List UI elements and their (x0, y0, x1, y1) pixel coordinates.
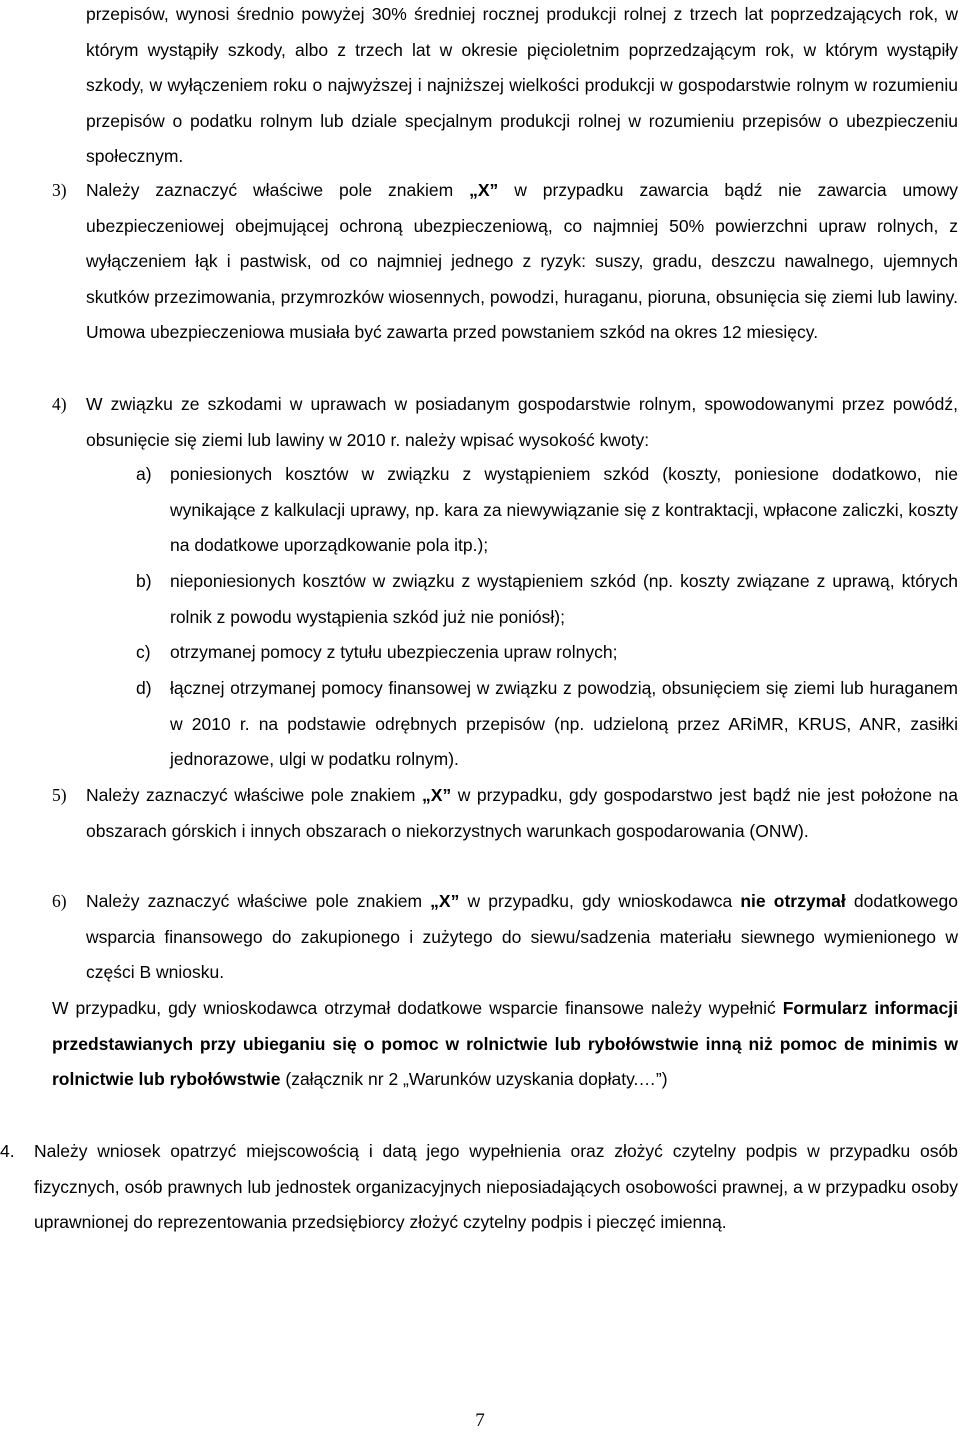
subitem-label-d: d) (136, 678, 152, 698)
item-number-3: 3) (52, 180, 67, 200)
section-4-paragraph: Należy wniosek opatrzyć miejscowością i datą jego wypełnienia oraz złożyć czytelny podpis w przypadku osób fizycznych, osób prawnych lub jednostek organizacyjnych nieposiadających osobowości prawnej, a w przypadku osoby uprawnionej do reprezentowania przedsiębiorcy złożyć czytelny podpis i pieczęć imienną. (34, 1141, 958, 1233)
item-6-text-end: dodatkowego wsparcia finansowego do zakupionego i zużytego do siewu/sadzenia materiału siewnego wymienionego w części B wniosku. (86, 891, 958, 983)
continuation-paragraph: przepisów, wynosi średnio powyżej 30% średniej rocznej produkcji rolnej z trzech lat poprzedzających rok, w którym wystąpiły szkody, albo z trzech lat w okresie pięcioletnim poprzedzającym rok, w którym wystąpiły szkody, w wyłączeniem roku o najwyższej i najniższej wielkości produkcji w gospodarstwie rolnym w rozumieniu przepisów o podatku rolnym lub dziale specjalnym produkcji rolnej w rozumieniu przepisów o ubezpieczeniu społecznym. (86, 4, 958, 167)
support-form-title: Formularz informacji przedstawianych przy ubieganiu się o pomoc w rolnictwie lub rybołówstwie inną niż pomoc de minimis w rolnictwie lub rybołówstwie (52, 998, 958, 1090)
item-number-6: 6) (52, 891, 67, 911)
item-4-paragraph: W związku ze szkodami w uprawach w posiadanym gospodarstwie rolnym, spowodowanymi przez powódź, obsunięcie się ziemi lub lawiny w 2010 r. należy wpisać wysokość kwoty: (86, 394, 958, 450)
item-5-text-start: Należy zaznaczyć właściwe pole znakiem (86, 785, 423, 805)
item-number-4: 4) (52, 394, 67, 414)
item-3-mark: „X” (469, 180, 499, 200)
section-4-label: 4. (0, 1141, 15, 1161)
subitem-label-b: b) (136, 571, 152, 591)
page-number: 7 (475, 1410, 485, 1431)
item-number-5: 5) (52, 785, 67, 805)
subitem-b-text: nieponiesionych kosztów w związku z wystąpieniem szkód (np. koszty związane z uprawą, których rolnik z powodu wystąpienia szkód już nie poniósł); (170, 571, 958, 627)
item-5-paragraph (86, 778, 958, 849)
item-3-text-end: w przypadku zawarcia bądź nie zawarcia umowy ubezpieczeniowej obejmującej ochroną ubezpieczeniową, co najmniej 50% powierzchni upraw rolnych, z wyłączeniem łąk i pastwisk, od co najmniej jednego z ryzyk: suszy, gradu, deszczu nawalnego, ujemnych skutków przezimowania, przymrozków wiosennych, powodzi, huraganu, pioruna, obsunięcia się ziemi lub lawiny. Umowa ubezpieczeniowa musiała być zawarta przed powstaniem szkód na okres 12 miesięcy. (86, 180, 958, 343)
support-text-start: W przypadku, gdy wnioskodawca otrzymał dodatkowe wsparcie finansowe należy wypełnić (52, 998, 783, 1018)
item-3-paragraph (86, 173, 958, 351)
item-6-text-middle: w przypadku, gdy wnioskodawca (459, 891, 741, 911)
item-3-text-start: Należy zaznaczyć właściwe pole znakiem (86, 180, 470, 200)
item-6-mark: „X” (430, 891, 460, 911)
item-5-text-end: w przypadku, gdy gospodarstwo jest bądź nie jest położone na obszarach górskich i innych obszarach o niekorzystnych warunkach gospodarowania (ONW). (86, 785, 958, 841)
item-6-bold-phrase: nie otrzymał (740, 891, 846, 911)
item-6-text-start: Należy zaznaczyć właściwe pole znakiem (86, 891, 431, 911)
support-paragraph (52, 991, 958, 1098)
item-6-paragraph (86, 884, 958, 991)
subitem-c-text: otrzymanej pomocy z tytułu ubezpieczenia upraw rolnych; (170, 642, 618, 662)
subitem-label-c: c) (136, 642, 151, 662)
subitem-a-text: poniesionych kosztów w związku z wystąpieniem szkód (koszty, poniesione dodatkowo, nie wynikające z kalkulacji uprawy, np. kara za niewywiązanie się z kontraktacji, wpłacone zaliczki, koszty na dodatkowe uporządkowanie pola itp.); (170, 464, 958, 556)
item-5-mark: „X” (422, 785, 452, 805)
support-text-end: (załącznik nr 2 „Warunków uzyskania dopłaty.…”) (280, 1069, 668, 1090)
subitem-label-a: a) (136, 464, 152, 484)
subitem-d-text: łącznej otrzymanej pomocy finansowej w związku z powodzią, obsunięciem się ziemi lub huraganem w 2010 r. na podstawie odrębnych przepisów (np. udzieloną przez ARiMR, KRUS, ANR, zasiłki jednorazowe, ulgi w podatku rolnym). (170, 678, 958, 770)
